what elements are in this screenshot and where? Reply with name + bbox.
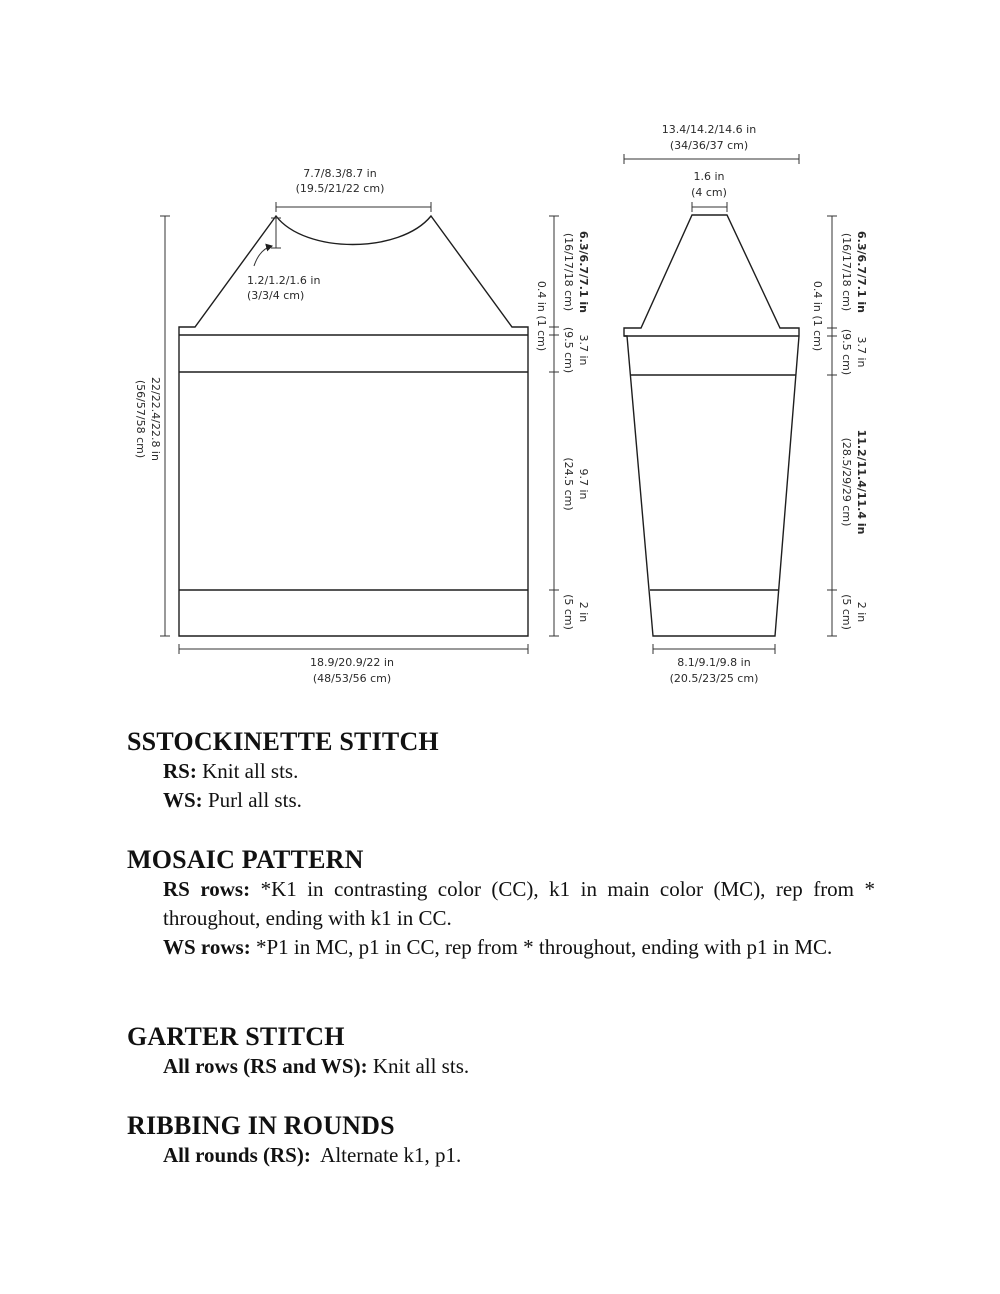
body-middle-cm: (24.5 cm): [562, 457, 575, 511]
sleeve-cap-width-in: 1.6 in: [693, 170, 725, 183]
sleeve-middle-in: 11.2/11.4/11.4 in: [855, 429, 868, 535]
mosaic-rs-line: RS rows: *K1 in contrasting color (CC), k1 in main color (MC), rep from * throughout, ending with k1 in CC.: [163, 877, 875, 930]
mosaic-heading: MOSAIC PATTERN: [127, 845, 364, 874]
sleeve-yoke-depth-in: 6.3/6.7/7.1 in: [855, 231, 868, 313]
garter-heading: GARTER STITCH: [127, 1022, 345, 1051]
body-middle-in: 9.7 in: [577, 468, 590, 500]
body-outline: [179, 216, 528, 636]
sleeve-piece: [624, 123, 868, 685]
neck-depth-cm: (3/3/4 cm): [247, 289, 305, 302]
body-yoke-depth-in: 6.3/6.7/7.1 in: [577, 231, 590, 313]
body-hem-cm: (5 cm): [562, 594, 575, 630]
sleeve-top-width-in: 13.4/14.2/14.6 in: [661, 123, 757, 136]
body-piece: [134, 167, 590, 685]
stockinette-heading: SSTOCKINETTE STITCH: [127, 727, 439, 756]
body-top-width-in: 7.7/8.3/8.7 in: [303, 167, 377, 180]
sleeve-cuff-cm: (5 cm): [840, 594, 853, 630]
sleeve-cap-width-cm: (4 cm): [691, 186, 727, 199]
sleeve-cuff-in: 2 in: [855, 601, 868, 623]
stockinette-rs-line: RS: Knit all sts.: [163, 759, 299, 783]
neck-arrow: [254, 246, 272, 266]
body-bottom-width-cm: (48/53/56 cm): [312, 672, 392, 685]
sleeve-band-cm: (9.5 cm): [840, 328, 853, 376]
garter-all-rows-line: All rows (RS and WS): Knit all sts.: [163, 1054, 470, 1078]
body-band-in: 3.7 in: [577, 334, 590, 366]
sleeve-yoke-depth-cm: (16/17/18 cm): [840, 232, 853, 312]
sleeve-bottom-width-in: 8.1/9.1/9.8 in: [677, 656, 751, 669]
sleeve-bottom-width-cm: (20.5/23/25 cm): [669, 672, 759, 685]
sleeve-band-in: 3.7 in: [855, 336, 868, 368]
body-top-width-cm: (19.5/21/22 cm): [295, 182, 385, 195]
body-yoke-depth-cm: (16/17/18 cm): [562, 232, 575, 312]
body-bottom-width-in: 18.9/20.9/22 in: [310, 656, 394, 669]
ribbing-all-rounds-line: All rounds (RS): Alternate k1, p1.: [163, 1143, 462, 1167]
garter-section: [127, 1022, 875, 1081]
mosaic-section: [127, 845, 875, 962]
body-total-length-in: 22/22.4/22.8 in: [149, 377, 162, 461]
body-band-cm: (9.5 cm): [562, 326, 575, 374]
sleeve-outline: [624, 215, 799, 636]
mosaic-ws-line: WS rows: *P1 in MC, p1 in CC, rep from * throughout, ending with p1 in MC.: [163, 935, 833, 959]
body-hem-in: 2 in: [577, 601, 590, 623]
stockinette-ws-line: WS: Purl all sts.: [163, 788, 302, 812]
ribbing-heading: RIBBING IN ROUNDS: [127, 1111, 395, 1140]
sleeve-middle-cm: (28.5/29/29 cm): [840, 437, 853, 527]
body-total-length-cm: (56/57/58 cm): [134, 379, 147, 459]
sleeve-step-text: 0.4 in (1 cm): [811, 280, 824, 352]
sleeve-top-width-cm: (34/36/37 cm): [669, 139, 749, 152]
body-step-text: 0.4 in (1 cm): [535, 280, 548, 352]
stockinette-section: [127, 727, 875, 815]
neck-depth-in: 1.2/1.2/1.6 in: [247, 274, 321, 287]
ribbing-section: [127, 1111, 875, 1170]
